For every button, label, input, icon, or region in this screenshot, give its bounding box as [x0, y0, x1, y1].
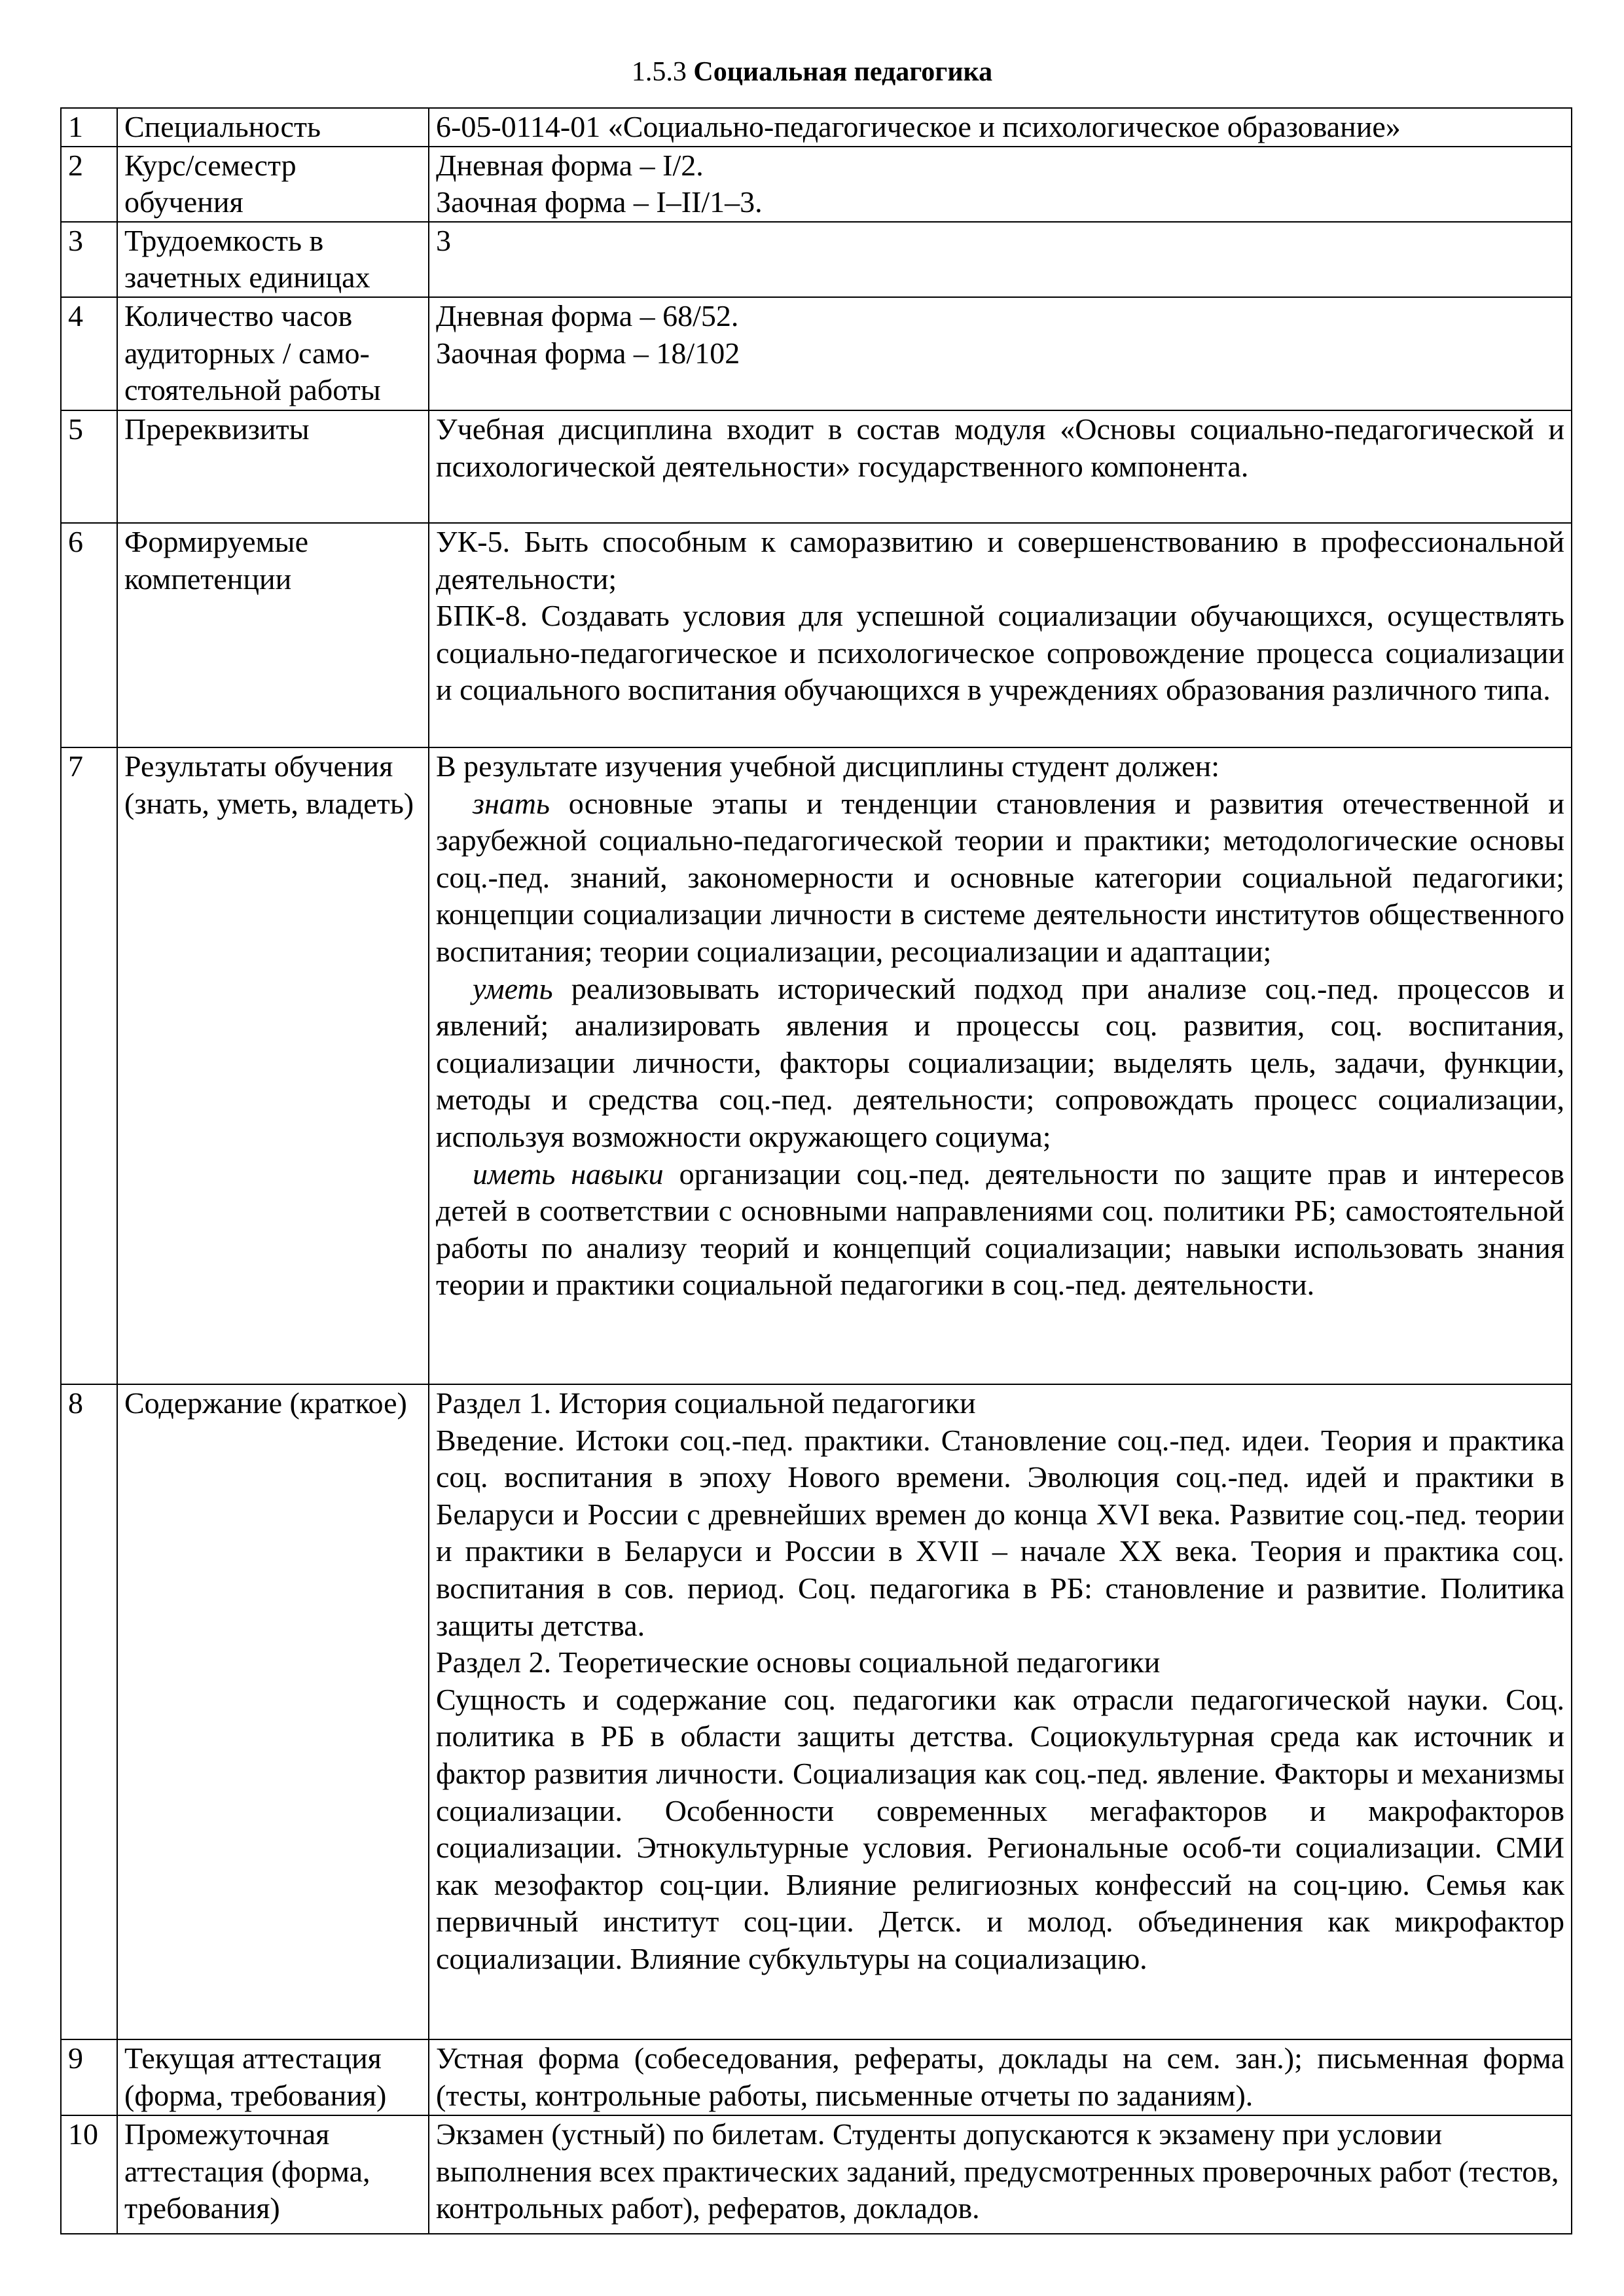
row-text: Устная форма (собеседования, рефераты, доклады на сем. зан.); письменная форма (тесты, контрольные работы, письменные отчеты по заданиям). [429, 2039, 1572, 2115]
row-number: 1 [61, 108, 117, 147]
row-label: Трудоемкость в зачетных единицах [117, 222, 429, 297]
row-number: 3 [61, 222, 117, 297]
row-label: Количество часов аудиторных / само-стоятельной работы [117, 297, 429, 410]
page-title [0, 54, 1624, 90]
table-row [61, 410, 1572, 523]
row-number: 5 [61, 410, 117, 523]
table-row [61, 147, 1572, 222]
results-intro: В результате изучения учебной дисциплины студент должен: [436, 749, 1220, 783]
row-number: 4 [61, 297, 117, 410]
table-row [61, 523, 1572, 747]
competence-paragraph: БПК-8. Создавать условия для успешной социализации обучающихся, осуществлять социально-педагогическое и психологическое сопровождение процесса социализации и социального воспитания обучающихся в учреждениях образования различного типа. [436, 599, 1564, 707]
results-text: реализовывать исторический подход при анализе соц.-пед. процессов и явлений; анализировать явления и процессы соц. развития, соц. воспитания, социализации личности, факторы социализации; выделять цель, задачи, функции, методы и средства соц.-пед. деятельности; сопровождать процесс социализации, используя возможности окружающего социума; [436, 971, 1564, 1153]
row-text [429, 1384, 1572, 2039]
results-item [436, 971, 1564, 1156]
table-row [61, 222, 1572, 297]
section-body: Сущность и содержание соц. педагогики как отрасли педагогической науки. Соц. политика в РБ в области защиты детства. Социокультурная среда как источник и фактор развития личности. Социализация как соц.-пед. явление. Факторы и механизмы социализации. Особенности современных мегафакторов и макрофакторов социализации. Этнокультурные условия. Региональные особ-ти социализации. СМИ как мезофактор соц-ции. Влияние религиозных конфессий на соц-цию. Семья как первичный институт соц-ции. Детск. и молод. объединения как микрофактор социализации. Влияние субкультуры на социализацию. [436, 1682, 1564, 1975]
table-row [61, 108, 1572, 147]
results-item [436, 785, 1564, 971]
row-number: 8 [61, 1384, 117, 2039]
row-text [429, 147, 1572, 222]
text-line: Дневная форма – I/2. [436, 148, 704, 182]
row-number: 6 [61, 523, 117, 747]
row-label: Текущая аттестация (форма, требования) [117, 2039, 429, 2115]
text-line: Заочная форма – 18/102 [436, 336, 740, 370]
row-label: Формируемые компетенции [117, 523, 429, 747]
row-number: 9 [61, 2039, 117, 2115]
results-item [436, 1156, 1564, 1304]
section-heading: Раздел 2. Теоретические основы социальной педагогики [436, 1645, 1161, 1679]
table-row [61, 747, 1572, 1384]
text-line: Заочная форма – I–II/1–3. [436, 185, 763, 219]
row-text [429, 523, 1572, 747]
section-name: Социальная педагогика [693, 57, 993, 87]
results-keyword: иметь навыки [473, 1157, 664, 1191]
row-text [429, 747, 1572, 1384]
table-row [61, 297, 1572, 410]
row-text: 6-05-0114-01 «Социально-педагогическое и психологическое образование» [429, 108, 1572, 147]
table-row [61, 1384, 1572, 2039]
section-number: 1.5.3 [631, 57, 687, 87]
row-text: Экзамен (устный) по билетам. Студенты допускаются к экзамену при условии выполнения всех практических заданий, предусмотренных проверочных работ (тестов, контрольных работ), рефератов, докладов. [429, 2115, 1572, 2234]
row-number: 2 [61, 147, 117, 222]
row-text: 3 [429, 222, 1572, 297]
text-line: Дневная форма – 68/52. [436, 298, 739, 332]
row-number: 10 [61, 2115, 117, 2234]
results-text: организации соц.-пед. деятельности по защите прав и интересов детей в соответствии с основными направлениями соц. политики РБ; самостоятельной работы по анализу теорий и концепций социализации; навыки использовать знания теории и практики социальной педагогики в соц.-пед. деятельности. [436, 1157, 1564, 1302]
row-number: 7 [61, 747, 117, 1384]
row-label: Пререквизиты [117, 410, 429, 523]
row-text: Учебная дисциплина входит в состав модуля «Основы социально-педагогической и психологической деятельности» государственного компонента. [429, 410, 1572, 523]
section-heading: Раздел 1. История социальной педагогики [436, 1386, 976, 1420]
competence-paragraph: УК-5. Быть способным к саморазвитию и совершенствованию в профессиональной деятельности; [436, 524, 1564, 596]
results-keyword: знать [473, 786, 550, 820]
table-row [61, 2039, 1572, 2115]
row-label: Специальность [117, 108, 429, 147]
section-body: Введение. Истоки соц.-пед. практики. Становление соц.-пед. идеи. Теория и практика соц. воспитания в эпоху Нового времени. Эволюция соц.-пед. идей и практики в Беларуси и России с древнейших времен до конца XVI века. Развитие соц.-пед. теории и практики в Беларуси и России в XVII – начале XX века. Теория и практика соц. воспитания в сов. период. Соц. педагогика в РБ: становление и развитие. Политика защиты детства. [436, 1423, 1564, 1642]
results-text: основные этапы и тенденции становления и развития отечественной и зарубежной социально-педагогической теории и практики; методологические основы соц.-пед. знаний, закономерности и основные категории социальной педагогики; концепции социализации личности в системе деятельности институтов общественного воспитания; теории социализации, ресоциализации и адаптации; [436, 786, 1564, 968]
table-row [61, 2115, 1572, 2234]
results-keyword: уметь [473, 971, 553, 1005]
row-label: Промежуточная аттестация (форма, требования) [117, 2115, 429, 2234]
row-label: Курс/семестр обучения [117, 147, 429, 222]
discipline-table [60, 107, 1572, 2234]
row-text [429, 297, 1572, 410]
row-label: Результаты обучения (знать, уметь, владеть) [117, 747, 429, 1384]
row-label: Содержание (краткое) [117, 1384, 429, 2039]
